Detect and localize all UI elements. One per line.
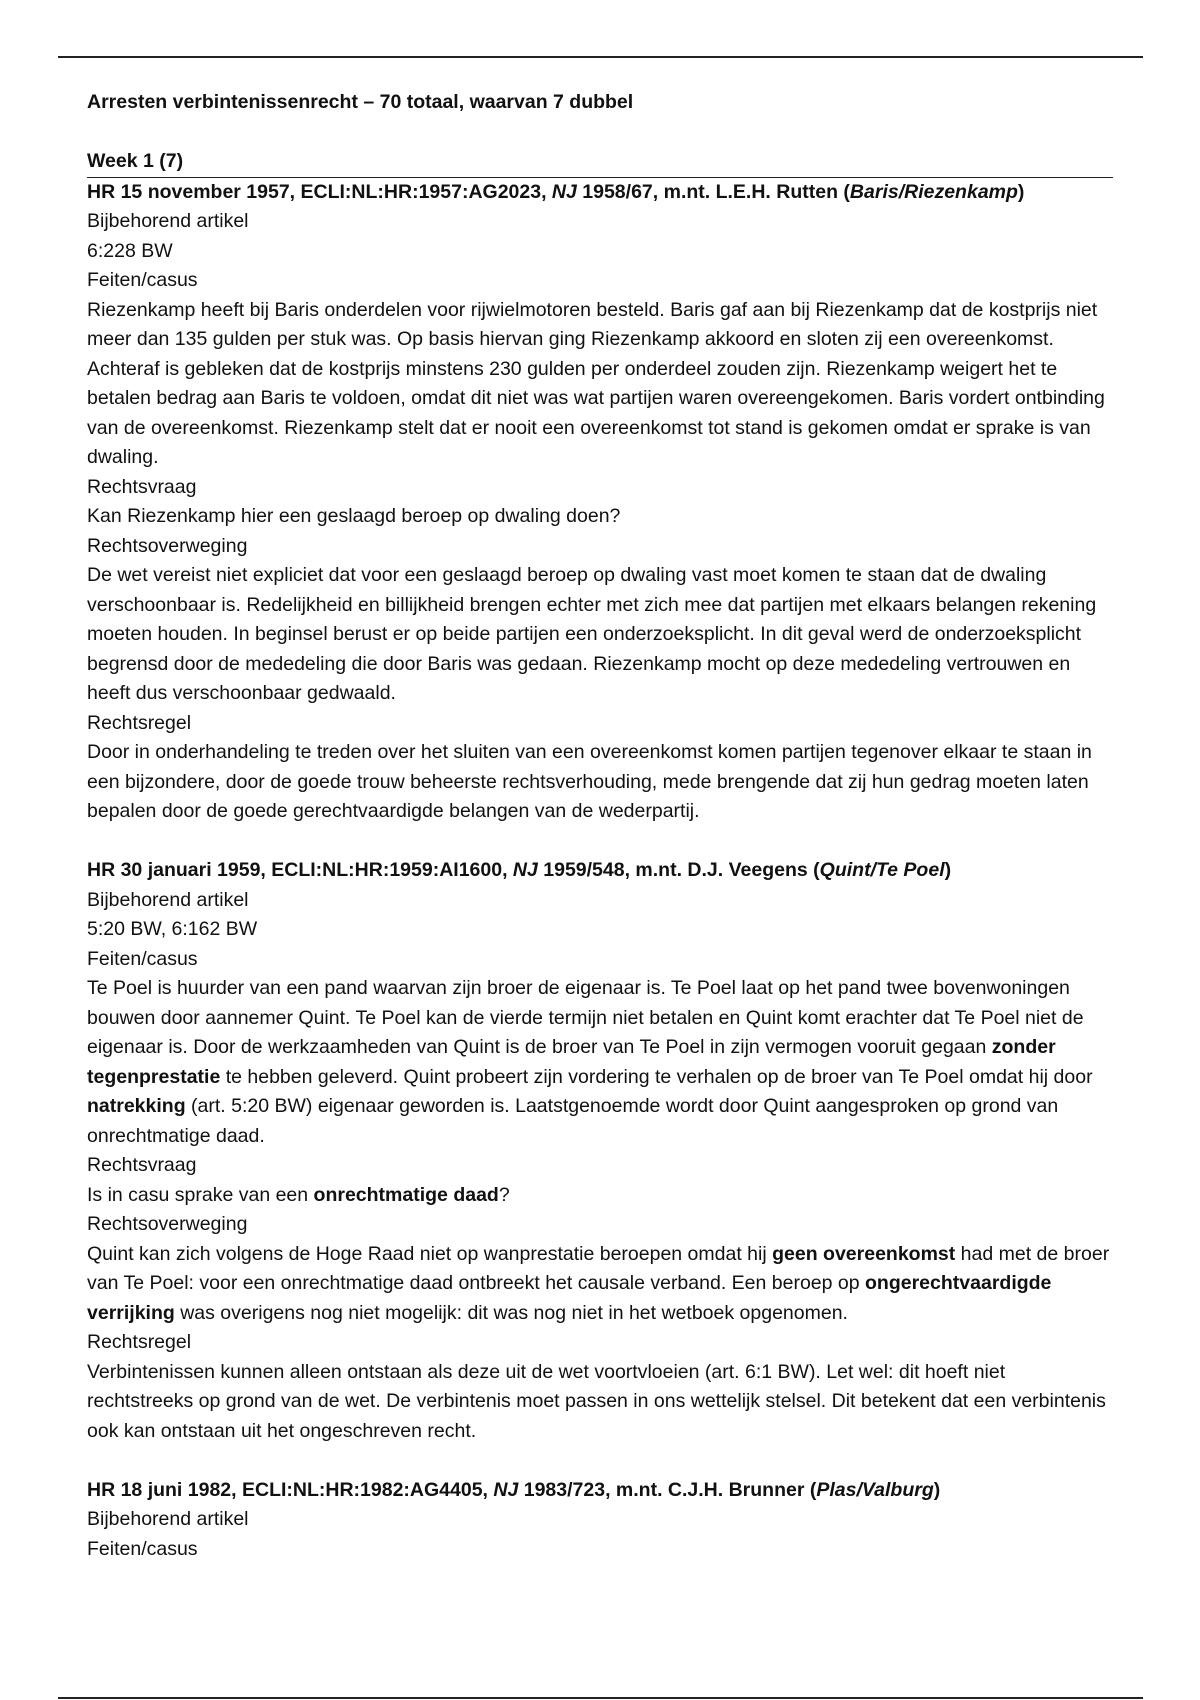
label-article: Bijbehorend artikel	[87, 210, 249, 232]
case-plas-valburg	[87, 1476, 1113, 1565]
case-baris-riezenkamp	[87, 178, 1113, 827]
question-text: Is in casu sprake van een onrechtmatige daad?	[87, 1183, 510, 1206]
rule-text: Door in onderhandeling te treden over het sluiten van een overeenkomst komen partijen tegenover elkaar te staan in een bijzondere, door de goede trouw beheerste rechtsverhouding, mede brengende dat zij hun gedrag moeten laten bepalen door de goede gerechtvaardigde belangen van de wederpartij.	[87, 741, 1092, 822]
case-heading: HR 30 januari 1959, ECLI:NL:HR:1959:AI1600, NJ 1959/548, m.nt. D.J. Veegens (Quint/Te Poel)	[87, 859, 952, 881]
question-text: Kan Riezenkamp hier een geslaagd beroep op dwaling doen?	[87, 505, 621, 527]
label-rule: Rechtsregel	[87, 1331, 192, 1353]
label-consideration: Rechtsoverweging	[87, 1213, 248, 1235]
footer-rule	[58, 1697, 1143, 1699]
week-heading: Week 1 (7)	[87, 147, 1113, 178]
label-rule: Rechtsregel	[87, 711, 192, 734]
label-article: Bijbehorend artikel	[87, 888, 249, 911]
case-heading: HR 15 november 1957, ECLI:NL:HR:1957:AG2023, NJ 1958/67, m.nt. L.E.H. Rutten (Baris/Riezenkamp)	[87, 180, 1025, 203]
label-consideration: Rechtsoverweging	[87, 534, 248, 557]
document-body	[87, 88, 1113, 1564]
label-facts: Feiten/casus	[87, 269, 198, 291]
header-rule	[58, 56, 1143, 58]
label-article: Bijbehorend artikel	[87, 1508, 249, 1530]
article-text: 6:228 BW	[87, 239, 173, 262]
case-quint-te-poel	[87, 856, 1113, 1446]
consideration-text: Quint kan zich volgens de Hoge Raad niet op wanprestatie beroepen omdat hij geen overeenkomst had met de broer van Te Poel: voor een onrechtmatige daad ontbreekt het causale verband. Een beroep op ongerechtvaardigde verrijking was overigens nog niet mogelijk: dit was nog niet in het wetboek opgenomen.	[87, 1242, 1110, 1324]
document-title: Arresten verbintenissenrecht – 70 totaal, waarvan 7 dubbel	[87, 91, 634, 113]
article-text: 5:20 BW, 6:162 BW	[87, 918, 258, 940]
case-heading: HR 18 juni 1982, ECLI:NL:HR:1982:AG4405, NJ 1983/723, m.nt. C.J.H. Brunner (Plas/Valburg)	[87, 1478, 941, 1501]
label-question: Rechtsvraag	[87, 475, 197, 498]
label-question: Rechtsvraag	[87, 1154, 197, 1176]
label-facts: Feiten/casus	[87, 947, 198, 970]
label-facts: Feiten/casus	[87, 1537, 198, 1560]
consideration-text: De wet vereist niet expliciet dat voor een geslaagd beroep op dwaling vast moet komen te staan dat de dwaling verschoonbaar is. Redelijkheid en billijkheid brengen echter met zich mee dat partijen met elkaars belangen rekening moeten houden. In beginsel berust er op beide partijen een onderzoeksplicht. In dit geval werd de onderzoeksplicht begrensd door de mededeling die door Baris was gedaan. Riezenkamp mocht op deze mededeling vertrouwen en heeft dus verschoonbaar gedwaald.	[87, 564, 1097, 704]
rule-text: Verbintenissen kunnen alleen ontstaan als deze uit de wet voortvloeien (art. 6:1 BW). Let wel: dit hoeft niet rechtstreeks op grond van de wet. De verbintenis moet passen in ons wettelijk stelsel. Dit betekent dat een verbintenis ook kan ontstaan uit het ongeschreven recht.	[87, 1360, 1106, 1442]
facts-text: Riezenkamp heeft bij Baris onderdelen voor rijwielmotoren besteld. Baris gaf aan bij Riezenkamp dat de kostprijs niet meer dan 135 gulden per stuk was. Op basis hiervan ging Riezenkamp akkoord en sloten zij een overeenkomst. Achteraf is gebleken dat de kostprijs minstens 230 gulden per onderdeel zouden zijn. Riezenkamp weigert het te betalen bedrag aan Baris te voldoen, omdat dit niet was wat partijen waren overeengekomen. Baris vordert ontbinding van de overeenkomst. Riezenkamp stelt dat er nooit een overeenkomst tot stand is gekomen omdat er sprake is van dwaling.	[87, 298, 1105, 468]
facts-text: Te Poel is huurder van een pand waarvan zijn broer de eigenaar is. Te Poel laat op het pand twee bovenwoningen bouwen door aannemer Quint. Te Poel kan de vierde termijn niet betalen en Quint komt erachter dat Te Poel niet de eigenaar is. Door de werkzaamheden van Quint is de broer van Te Poel in zijn vermogen vooruit gegaan zonder tegenprestatie te hebben geleverd. Quint probeert zijn vordering te verhalen op de broer van Te Poel omdat hij door natrekking (art. 5:20 BW) eigenaar geworden is. Laatstgenoemde wordt door Quint aangesproken op grond van onrechtmatige daad.	[87, 977, 1093, 1147]
